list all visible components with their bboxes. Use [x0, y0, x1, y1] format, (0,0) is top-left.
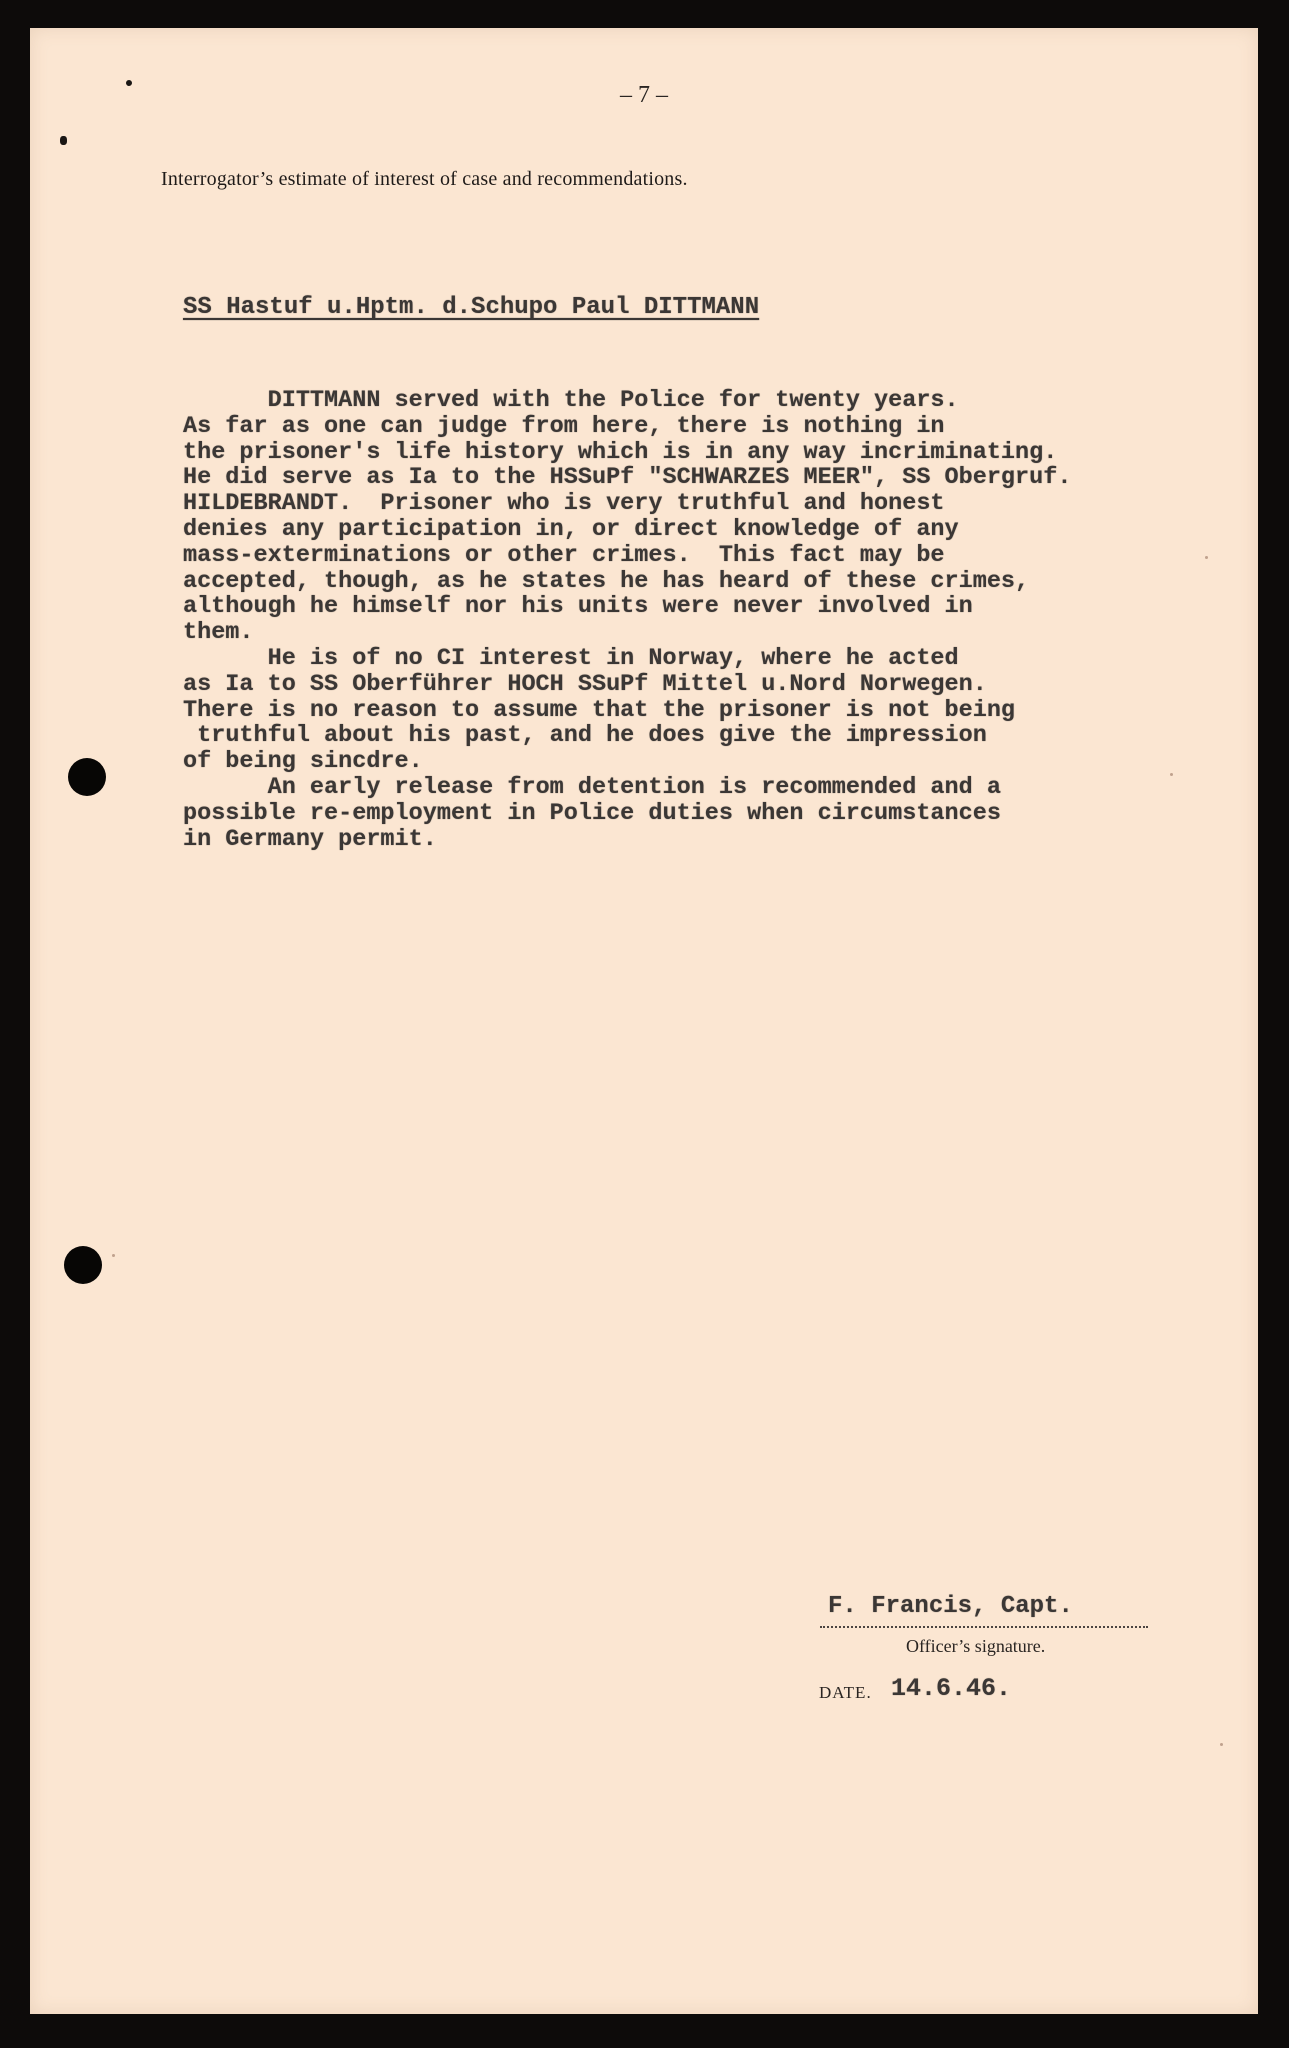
signature-line [820, 1626, 1148, 1628]
punch-hole [64, 1246, 102, 1284]
report-body [183, 388, 1223, 852]
paper-mark [60, 136, 67, 145]
subject-heading: SS Hastuf u.Hptm. d.Schupo Paul DITTMANN [183, 294, 760, 321]
paragraph-service-history: DITTMANN served with the Police for twenty years. As far as one can judge from here, there is nothing in the prisoner's life history which is in any way incriminating. He did serve as Ia to the HSSuPf "SCHWARZES MEER", SS Obergruf. HILDEBRANDT. Prisoner who is very truthful and honest denies any participation in, or direct knowledge of any mass-exterminations or other crimes. This fact may be accepted, though, as he states he has heard of these crimes, although he himself nor his units were never involved in them. [183, 387, 1072, 647]
paper-speck [1220, 1743, 1223, 1746]
paragraph-recommendation: An early release from detention is recommended and a possible re-employment in Police duties when circumstances in Germany permit. [183, 773, 1001, 853]
page-number: – 7 – [620, 82, 668, 108]
paper-speck [1205, 556, 1208, 559]
punch-hole [68, 758, 106, 796]
date-label: DATE. [819, 1683, 872, 1702]
signature-label: Officer’s signature. [906, 1636, 1046, 1656]
paper-speck [1170, 773, 1173, 776]
form-section-label: Interrogator’s estimate of interest of case and recommendations. [161, 168, 688, 190]
date-value: 14.6.46. [891, 1674, 1012, 1703]
paragraph-norway-assessment: He is of no CI interest in Norway, where he acted as Ia to SS Oberführer HOCH SSuPf Mittel u.Nord Norwegen. There is no reason to assume that the prisoner is not being truthful about his past, and he does give the impression of being sincdre. [183, 644, 1016, 776]
paper-speck [112, 1254, 115, 1257]
signature-name: F. Francis, Capt. [828, 1593, 1073, 1620]
document-page [30, 28, 1258, 2014]
